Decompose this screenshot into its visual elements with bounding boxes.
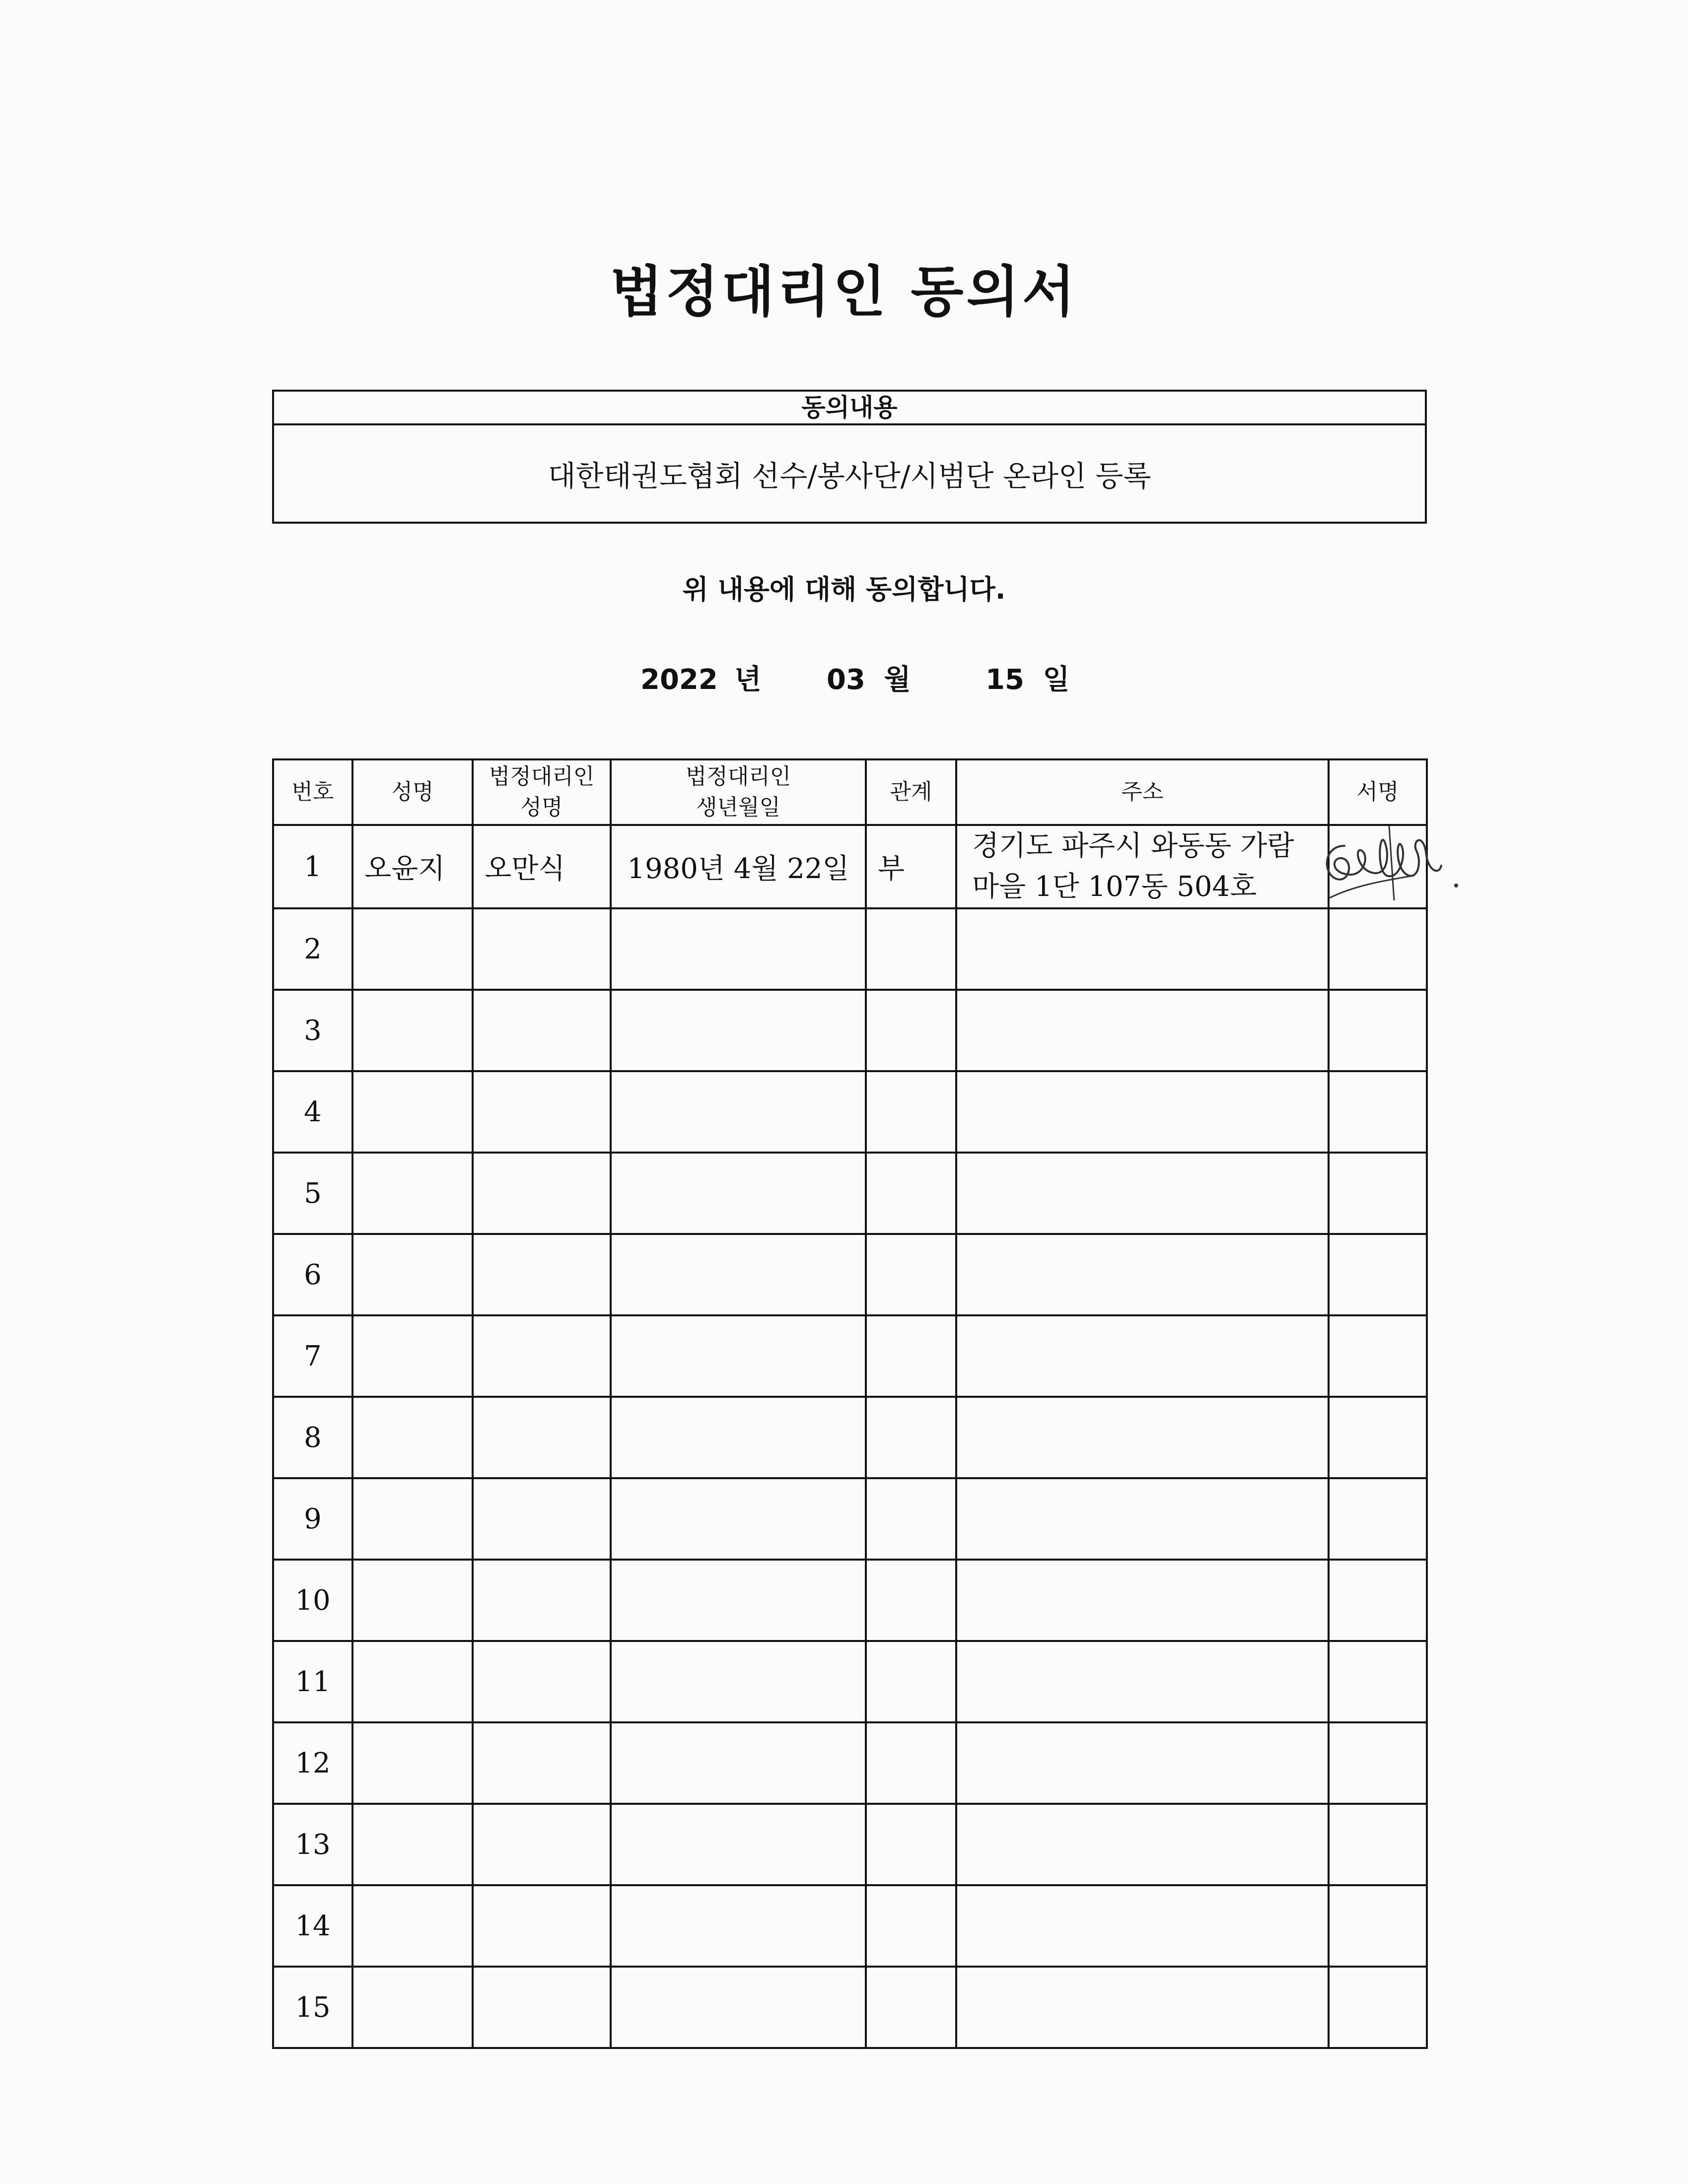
- table-row: [273, 1804, 1427, 1885]
- date-year-unit: 년: [734, 664, 762, 696]
- date-year-value: 2022: [640, 664, 718, 696]
- row-relation: 부: [866, 825, 956, 908]
- table-row: [273, 908, 1427, 990]
- row-no: 11: [273, 1641, 352, 1722]
- date-day: [985, 658, 1070, 697]
- table-row: [273, 1153, 1427, 1234]
- table-row: [273, 1722, 1427, 1804]
- table-row: [273, 1478, 1427, 1560]
- table-row: [273, 1560, 1427, 1641]
- agree-statement: 위 내용에 대해 동의합니다.: [682, 574, 1006, 605]
- row-birth: 1980년 4월 22일: [611, 825, 866, 908]
- header-relation: 관계: [866, 759, 956, 825]
- header-sign: 서명: [1329, 759, 1427, 825]
- row-no: 3: [273, 990, 352, 1071]
- row-no: 13: [273, 1804, 352, 1885]
- table-row: [273, 1234, 1427, 1315]
- header-guardian-name-line1: 법정대리인: [489, 764, 595, 789]
- row-address-line1: 경기도 파주시 와동동 가람: [972, 830, 1294, 862]
- table-row: [273, 1967, 1427, 2048]
- table-row: [273, 1315, 1427, 1397]
- row-no: 10: [273, 1560, 352, 1641]
- consent-content: 대한태권도협회 선수/봉사단/시범단 온라인 등록: [548, 459, 1151, 493]
- header-address: 주소: [956, 759, 1329, 825]
- row-address-line2: 마을 1단 107동 504호: [972, 871, 1257, 903]
- row-address: [956, 825, 1329, 908]
- header-guardian-birth-line2: 생년월일: [696, 795, 780, 820]
- consent-header: 동의내용: [274, 392, 1425, 425]
- header-no: 번호: [273, 759, 352, 825]
- row-no: 12: [273, 1722, 352, 1804]
- row-guardian: 오만식: [473, 825, 611, 908]
- table-row: [273, 990, 1427, 1071]
- row-no: 6: [273, 1234, 352, 1315]
- handwritten-signature: [1315, 811, 1464, 915]
- table-row: [273, 1885, 1427, 1967]
- header-guardian-birth-line1: 법정대리인: [685, 764, 791, 789]
- table-row: [273, 1397, 1427, 1478]
- date-year: [640, 658, 761, 697]
- row-signature-cell: [1329, 825, 1427, 908]
- date-day-value: 15: [985, 664, 1024, 696]
- table-row: [273, 825, 1427, 908]
- row-no: 15: [273, 1967, 352, 2048]
- date-month: [827, 658, 911, 697]
- consent-box: [272, 390, 1427, 524]
- document-title: 법정대리인 동의서: [610, 260, 1078, 324]
- guardian-table: [272, 758, 1428, 2049]
- row-no: 8: [273, 1397, 352, 1478]
- header-guardian-name-line2: 성명: [520, 795, 563, 820]
- row-no: 4: [273, 1071, 352, 1153]
- row-no: 1: [273, 825, 352, 908]
- date-month-unit: 월: [884, 664, 911, 696]
- table-row: [273, 1071, 1427, 1153]
- table-header-row: [273, 759, 1427, 825]
- row-no: 2: [273, 908, 352, 990]
- row-no: 5: [273, 1153, 352, 1234]
- row-no: 7: [273, 1315, 352, 1397]
- date-month-value: 03: [827, 664, 865, 696]
- row-name: 오윤지: [352, 825, 473, 908]
- header-name: 성명: [352, 759, 473, 825]
- row-no: 9: [273, 1478, 352, 1560]
- table-row: [273, 1641, 1427, 1722]
- header-guardian-birth: [611, 759, 866, 825]
- row-no: 14: [273, 1885, 352, 1967]
- date-day-unit: 일: [1043, 664, 1070, 696]
- header-guardian-name: [473, 759, 611, 825]
